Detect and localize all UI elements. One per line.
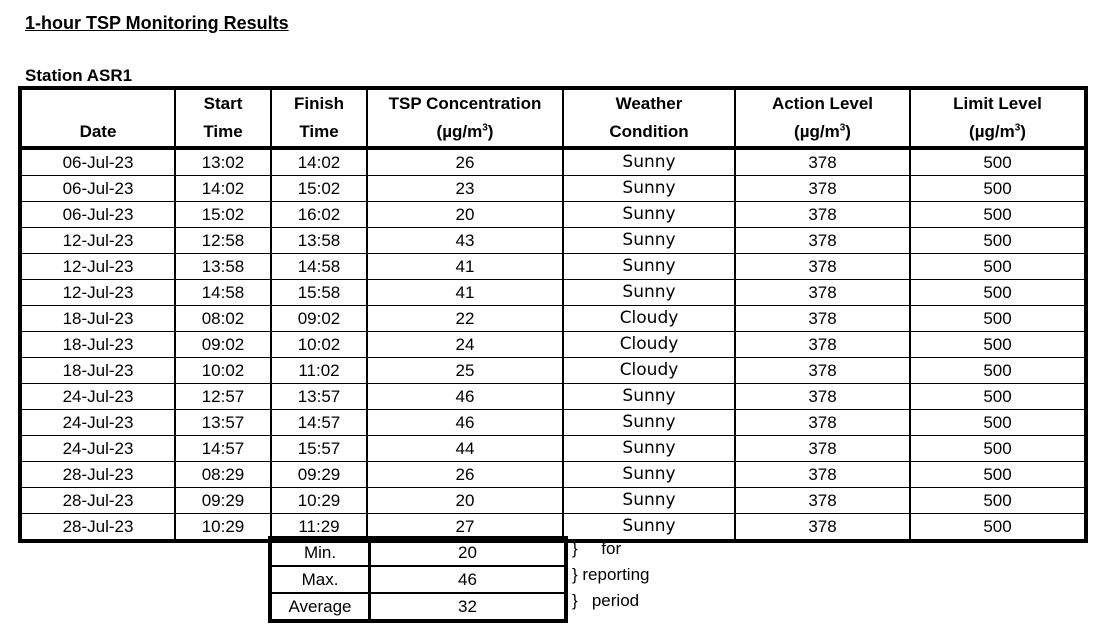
cell-limit: 500 [910,462,1086,488]
cell-action: 378 [735,306,910,332]
cell-action: 378 [735,280,910,306]
cell-limit: 500 [910,202,1086,228]
cell-date: 12-Jul-23 [20,254,175,280]
summary-label: Average [270,593,370,621]
cell-date: 18-Jul-23 [20,358,175,384]
cell-weather: Sunny [563,254,735,280]
header-action-level: Action Level $(\mu g/m^3)$ [735,88,910,148]
cell-date: 24-Jul-23 [20,436,175,462]
table-row [20,436,1086,462]
cell-date: 28-Jul-23 [20,488,175,514]
cell-weather: Sunny [563,176,735,202]
table-row [20,332,1086,358]
cell-tsp: 43 [367,228,563,254]
cell-action: 378 [735,514,910,542]
page-title: 1-hour TSP Monitoring Results [25,13,289,33]
cell-finish: 15:57 [271,436,367,462]
cell-tsp: 27 [367,514,563,542]
summary-label: Max. [270,566,370,593]
table-row [20,410,1086,436]
table-row [20,148,1086,176]
cell-date: 06-Jul-23 [20,176,175,202]
table-row [20,306,1086,332]
cell-weather: Sunny [563,462,735,488]
cell-limit: 500 [910,148,1086,176]
cell-weather: Sunny [563,280,735,306]
header-date: Date [20,88,175,148]
cell-finish: 15:58 [271,280,367,306]
cell-finish: 09:29 [271,462,367,488]
table-row [20,254,1086,280]
cell-limit: 500 [910,436,1086,462]
cell-date: 18-Jul-23 [20,332,175,358]
cell-start: 14:58 [175,280,271,306]
cell-start: 15:02 [175,202,271,228]
cell-limit: 500 [910,384,1086,410]
cell-finish: 15:02 [271,176,367,202]
cell-date: 28-Jul-23 [20,462,175,488]
summary-note: } period [572,591,640,610]
cell-tsp: 24 [367,332,563,358]
header-start-time: Start Time [175,88,271,148]
cell-tsp: 41 [367,254,563,280]
cell-weather: Cloudy [563,332,735,358]
header-limit-level: Limit Level $(\mu g/m^3)$ [910,88,1086,148]
cell-tsp: 23 [367,176,563,202]
cell-date: 24-Jul-23 [20,384,175,410]
cell-tsp: 25 [367,358,563,384]
cell-action: 378 [735,148,910,176]
cell-finish: 14:58 [271,254,367,280]
table-row [20,280,1086,306]
cell-limit: 500 [910,176,1086,202]
cell-limit: 500 [910,280,1086,306]
cell-action: 378 [735,384,910,410]
cell-tsp: 41 [367,280,563,306]
cell-limit: 500 [910,358,1086,384]
cell-action: 378 [735,202,910,228]
cell-weather: Sunny [563,488,735,514]
cell-action: 378 [735,358,910,384]
cell-tsp: 22 [367,306,563,332]
cell-weather: Sunny [563,228,735,254]
cell-finish: 13:58 [271,228,367,254]
tsp-results-table [18,86,1088,543]
cell-date: 12-Jul-23 [20,280,175,306]
station-label: Station ASR1 [25,66,133,85]
cell-finish: 13:57 [271,384,367,410]
cell-limit: 500 [910,228,1086,254]
cell-date: 12-Jul-23 [20,228,175,254]
cell-limit: 500 [910,332,1086,358]
cell-date: 18-Jul-23 [20,306,175,332]
summary-value: 32 [370,593,567,621]
summary-note: } reporting [572,565,650,584]
table-header-row [20,88,1086,148]
summary-row-min [270,538,566,566]
cell-action: 378 [735,436,910,462]
cell-tsp: 46 [367,410,563,436]
summary-value: 20 [370,538,567,566]
cell-start: 13:02 [175,148,271,176]
cell-tsp: 26 [367,148,563,176]
cell-finish: 14:02 [271,148,367,176]
summary-table [268,536,568,623]
header-tsp-concentration: TSP Concentration $(\mu g/m^3)$ [367,88,563,148]
cell-finish: 11:02 [271,358,367,384]
cell-start: 09:29 [175,488,271,514]
cell-weather: Cloudy [563,358,735,384]
cell-date: 06-Jul-23 [20,148,175,176]
table-row [20,202,1086,228]
cell-weather: Sunny [563,514,735,542]
cell-limit: 500 [910,514,1086,542]
cell-start: 13:58 [175,254,271,280]
cell-weather: Cloudy [563,306,735,332]
cell-finish: 09:02 [271,306,367,332]
cell-finish: 11:29 [271,514,367,542]
summary-row-average [270,593,566,621]
cell-weather: Sunny [563,202,735,228]
cell-date: 06-Jul-23 [20,202,175,228]
table-row [20,488,1086,514]
cell-start: 08:29 [175,462,271,488]
cell-weather: Sunny [563,410,735,436]
cell-weather: Sunny [563,436,735,462]
cell-limit: 500 [910,410,1086,436]
cell-finish: 10:29 [271,488,367,514]
cell-start: 13:57 [175,410,271,436]
cell-finish: 14:57 [271,410,367,436]
cell-date: 28-Jul-23 [20,514,175,542]
table-row [20,228,1086,254]
cell-action: 378 [735,254,910,280]
cell-start: 09:02 [175,332,271,358]
cell-tsp: 20 [367,488,563,514]
cell-action: 378 [735,462,910,488]
cell-weather: Sunny [563,148,735,176]
cell-weather: Sunny [563,384,735,410]
cell-tsp: 44 [367,436,563,462]
cell-tsp: 20 [367,202,563,228]
table-row [20,176,1086,202]
cell-start: 10:29 [175,514,271,542]
cell-finish: 16:02 [271,202,367,228]
table-row [20,384,1086,410]
cell-date: 24-Jul-23 [20,410,175,436]
table-row [20,358,1086,384]
cell-limit: 500 [910,306,1086,332]
cell-start: 10:02 [175,358,271,384]
cell-start: 08:02 [175,306,271,332]
cell-action: 378 [735,228,910,254]
header-weather-condition: Weather Condition [563,88,735,148]
cell-start: 14:02 [175,176,271,202]
cell-start: 14:57 [175,436,271,462]
cell-action: 378 [735,176,910,202]
cell-start: 12:58 [175,228,271,254]
cell-limit: 500 [910,254,1086,280]
cell-action: 378 [735,488,910,514]
cell-finish: 10:02 [271,332,367,358]
cell-tsp: 26 [367,462,563,488]
summary-row-max [270,566,566,593]
cell-limit: 500 [910,488,1086,514]
summary-label: Min. [270,538,370,566]
cell-start: 12:57 [175,384,271,410]
summary-note: } for [572,539,622,558]
summary-value: 46 [370,566,567,593]
cell-action: 378 [735,332,910,358]
cell-action: 378 [735,410,910,436]
header-finish-time: Finish Time [271,88,367,148]
table-row [20,462,1086,488]
cell-tsp: 46 [367,384,563,410]
